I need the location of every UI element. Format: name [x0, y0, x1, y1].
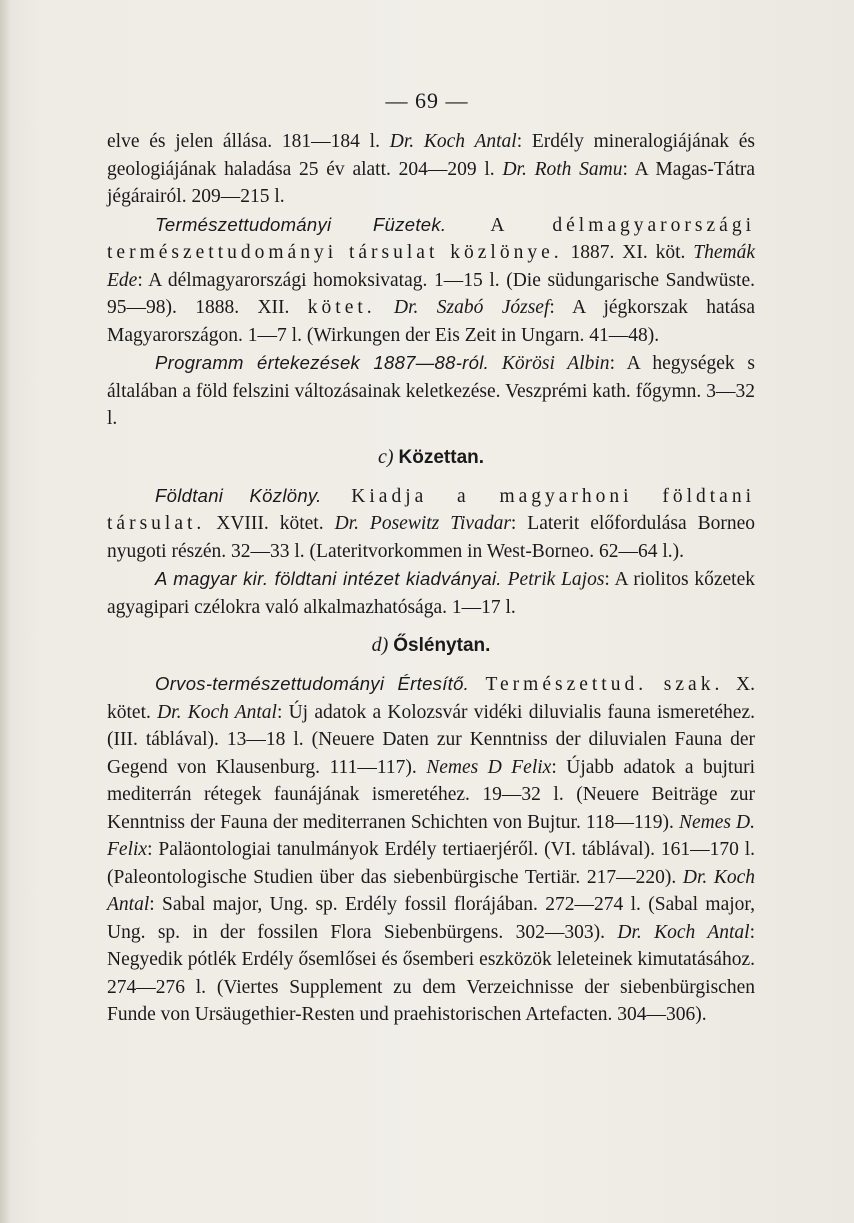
author-name: Nemes D Felix [426, 756, 552, 778]
text-run: XVIII. kötet. [205, 513, 335, 534]
author-name: Dr. Koch Antal [617, 921, 750, 943]
journal-title: A magyar kir. földtani intézet kiadványai. [155, 568, 502, 589]
author-name: Nemes D. Felix [107, 811, 756, 860]
journal-title: Programm értekezések 1887—88-ról. [155, 352, 490, 373]
author-name: Petrik Lajos [507, 569, 605, 590]
text-run [489, 353, 502, 374]
paragraph-programm-ertekezesek [107, 349, 755, 433]
text-run: : A délmagyarországi homoksivatag. 1—15 l. (Die südungarische Sandwüste. 95—98). 1888. XII. [107, 269, 755, 318]
text-run: X. kötet. [107, 674, 755, 723]
text-run: : A Magas-Tátra jégárairól. 209—215 l. [107, 158, 756, 207]
journal-subtitle: Kiadja a magyarhoni földtani társulat. [107, 485, 755, 534]
text-run: : A jégkorszak hatása Magyarországon. 1—7 l. (Wirkungen der Eis Zeit in Ungarn. 41—48). [107, 297, 755, 346]
text-run: : Erdély mineralogiájának és geologiájának haladása 25 év alatt. 204—209 l. [107, 131, 755, 180]
page-body [107, 128, 755, 1029]
section-letter: d) [371, 634, 389, 656]
journal-title: Természettudományi Füzetek. [155, 213, 447, 235]
author-name: Dr. Roth Samu [502, 158, 623, 180]
page-spine-shadow [0, 0, 10, 1223]
section-title: Őslénytan. [393, 635, 491, 656]
author-name: Dr. Koch Antal [157, 701, 277, 723]
text-run [376, 297, 394, 318]
text-run: : Sabal major, Ung. sp. Erdély fossil florájában. 272—274 l. (Sabal major, Ung. sp. in der fossilen Flora Siebenbürgens. 302—303). [107, 894, 755, 943]
author-name: Themák Ede [107, 242, 755, 291]
text-run: : A riolitos kőzetek agyagipari czélokra való alkalmazhatósága. 1—17 l. [107, 569, 755, 618]
text-run: 1887. XI. köt. [562, 242, 694, 263]
paragraph-continuation [107, 128, 755, 211]
text-run: : A hegységek s általában a föld felszini változásainak keletkezése. Veszprémi kath. főgymn. 3—32 l. [107, 353, 755, 429]
paragraph-foldtani-kozlony [107, 482, 755, 566]
section-title: Közettan. [398, 446, 485, 468]
section-heading-kozettan [107, 443, 755, 472]
author-name: Dr. Koch Antal [107, 866, 756, 915]
paragraph-termeszettudomanyi-fuzetek [107, 211, 755, 350]
section-heading-oslenytan [107, 631, 755, 660]
text-run: : Új adatok a Kolozsvár vidéki diluvialis fauna ismeretéhez. (III. táblával). 13—18 l. (Neuere Daten zur Kenntniss der diluvialen Fauna der Gegend von Klausenburg. 111—117). [107, 701, 755, 778]
journal-title: Földtani Közlöny. [155, 484, 322, 506]
text-run: : Negyedik pótlék Erdély ősemlősei és ősemberi eszközök leleteinek kimutatásához. 274—276 l. (Viertes Supplement zu dem Verzeichnisse der siebenbürgischen Funde von Ursäugethier-Resten und praehistorischen Artefacten. 304—306). [107, 921, 755, 1025]
text-run-spaced: kötet. [307, 297, 376, 318]
author-name: Körösi Albin [501, 353, 610, 374]
paragraph-orvos-termeszettudomanyi-ertesito [107, 670, 755, 1029]
author-name: Dr. Szabó József [394, 297, 550, 318]
author-name: Dr. Posewitz Tivadar [334, 513, 511, 534]
text-run: : Laterit előfordulása Borneo nyugoti részén. 32—33 l. (Lateritvorkommen in West-Borneo. 62—64 l.). [107, 513, 755, 562]
paragraph-foldtani-intezet [107, 565, 755, 621]
author-name: Dr. Koch Antal [389, 131, 517, 152]
page-number: — 69 — [385, 88, 469, 113]
text-run: : Újabb adatok a bujturi mediterrán rétegek faunájának ismeretéhez. 19—32 l. (Neuere Beiträge zur Kenntniss der Fauna der mediterranen Schichten von Bujtur. 118—119). [107, 756, 755, 833]
journal-title: Orvos-természettudományi Értesítő. [155, 673, 470, 694]
text-run: elve és jelen állása. 181—184 l. [107, 131, 390, 152]
section-letter: c) [377, 445, 394, 468]
journal-subtitle: Természettud. szak. [469, 674, 724, 695]
text-run: : Paläontologiai tanulmányok Erdély tertiaerjéről. (VI. táblával). 161—170 l. (Paleontologische Studien über das siebenbürgische Tertiär. 217—220). [107, 839, 755, 888]
journal-subtitle: A délmagyarországi természettudományi társulat közlönye. [107, 214, 755, 263]
